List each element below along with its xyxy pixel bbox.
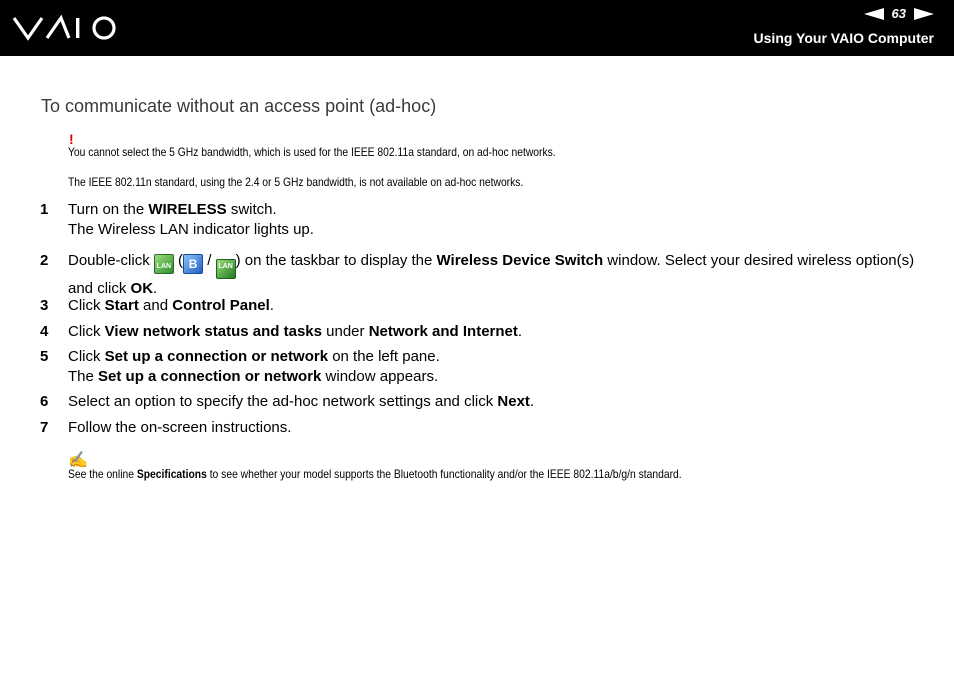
step-number: 6: [40, 393, 49, 410]
arrow-right-icon[interactable]: [914, 8, 934, 20]
tip-text: See the online Specifications to see whether your model supports the Bluetooth functionality and/or the IEEE 802.11a/b/g/n standard.: [68, 467, 682, 481]
caution-icon: !: [69, 131, 74, 147]
vaio-logo: [12, 13, 122, 43]
caution-line-2: The IEEE 802.11n standard, using the 2.4 or 5 GHz bandwidth, is not available on ad-hoc networks.: [68, 175, 524, 189]
step-number: 3: [40, 297, 49, 314]
bluetooth-icon: B: [183, 254, 203, 274]
page-navigation: [864, 6, 934, 21]
step-number: 2: [40, 252, 49, 269]
step-number: 4: [40, 323, 49, 340]
page-number: 63: [891, 6, 906, 21]
wireless-lan-icon: LAN: [154, 254, 174, 274]
section-title: Using Your VAIO Computer: [753, 30, 934, 46]
caution-line-1: You cannot select the 5 GHz bandwidth, which is used for the IEEE 802.11a standard, on ad-hoc networks.: [68, 145, 556, 159]
arrow-left-icon[interactable]: [864, 8, 884, 20]
page-heading: To communicate without an access point (ad-hoc): [41, 96, 437, 116]
specifications-link: Specifications: [136, 467, 207, 481]
step-number: 5: [40, 348, 49, 365]
wireless-lan-status-icon: LAN: [216, 259, 236, 279]
note-pencil-icon: ✍: [68, 452, 88, 469]
step-number: 1: [40, 201, 49, 218]
step-number: 7: [40, 419, 49, 436]
page-header: [0, 0, 954, 56]
